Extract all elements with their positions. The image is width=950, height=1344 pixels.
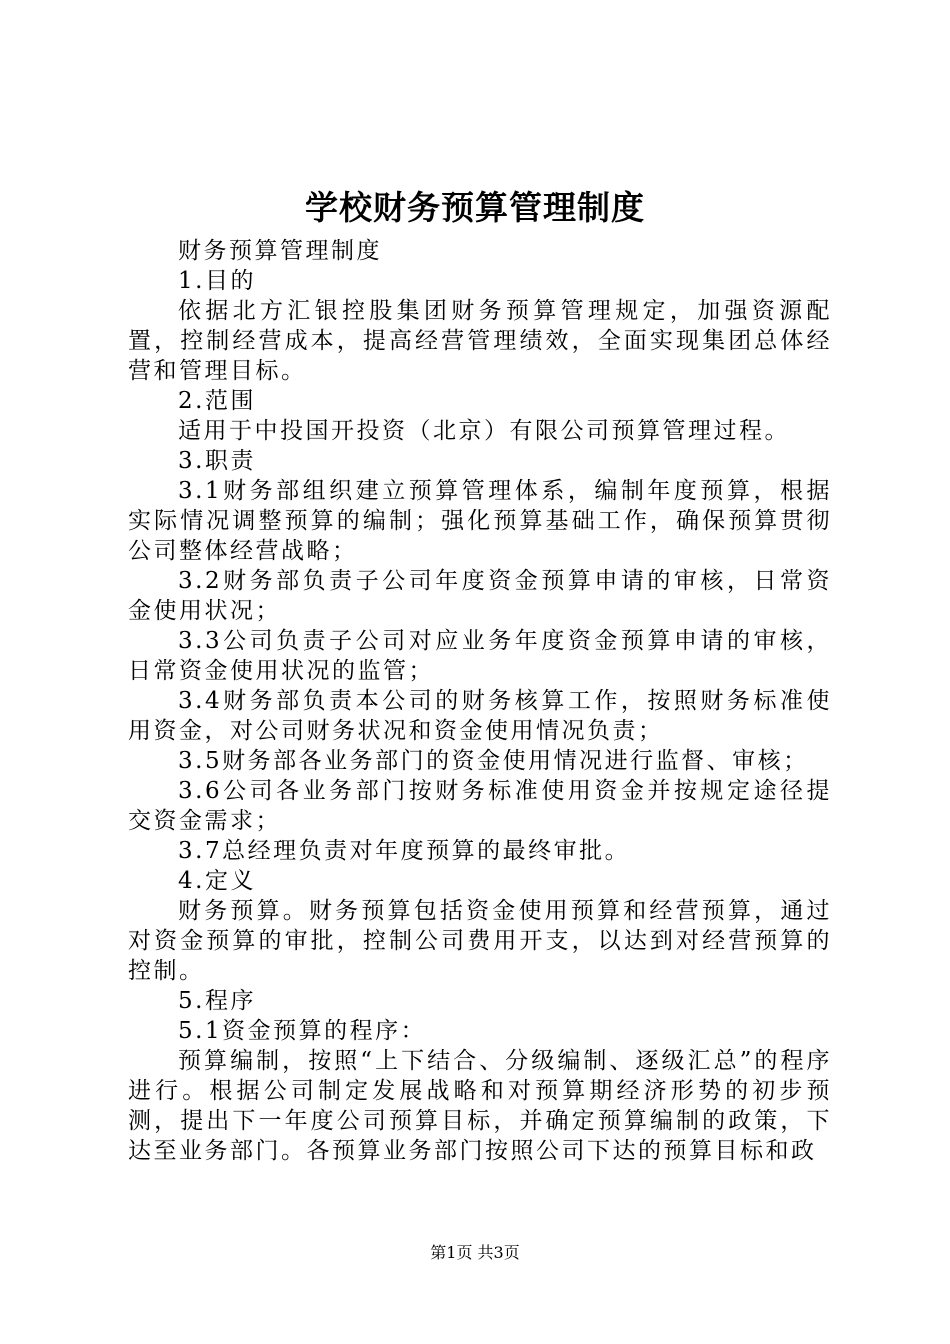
paragraph: 2.范围 xyxy=(178,388,256,414)
paragraph: 5.1资金预算的程序： xyxy=(178,1018,427,1044)
paragraph: 3.2财务部负责子公司年度资金预算申请的审核，日常资金使用状况； xyxy=(128,568,832,624)
document-body xyxy=(128,236,832,1166)
paragraph: 财务预算管理制度 xyxy=(178,238,382,264)
paragraph: 3.3公司负责子公司对应业务年度资金预算申请的审核，日常资金使用状况的监管； xyxy=(128,628,832,684)
paragraph: 预算编制，按照“上下结合、分级编制、逐级汇总”的程序进行。根据公司制定发展战略和对预算期经济形势的初步预测，提出下一年度公司预算目标，并确定预算编制的政策，下达至业务部门。各预算业务部门按照公司下达的预算目标和政 xyxy=(128,1048,832,1164)
paragraph: 3.7总经理负责对年度预算的最终审批。 xyxy=(178,838,631,864)
paragraph: 依据北方汇银控股集团财务预算管理规定，加强资源配置，控制经营成本，提高经营管理绩效，全面实现集团总体经营和管理目标。 xyxy=(128,298,832,384)
paragraph: 3.职责 xyxy=(178,448,256,474)
paragraph: 适用于中投国开投资（北京）有限公司预算管理过程。 xyxy=(178,418,790,444)
paragraph: 1.目的 xyxy=(178,268,256,294)
paragraph: 3.1财务部组织建立预算管理体系，编制年度预算，根据实际情况调整预算的编制；强化预算基础工作，确保预算贯彻公司整体经营战略； xyxy=(128,478,832,564)
paragraph: 4.定义 xyxy=(178,868,256,894)
paragraph: 3.5财务部各业务部门的资金使用情况进行监督、审核； xyxy=(178,748,809,774)
paragraph: 5.程序 xyxy=(178,988,256,1014)
page-footer: 第1页 共3页 xyxy=(430,1243,520,1262)
paragraph: 3.4财务部负责本公司的财务核算工作，按照财务标准使用资金，对公司财务状况和资金使用情况负责； xyxy=(128,688,832,744)
document-title: 学校财务预算管理制度 xyxy=(305,188,645,227)
paragraph: 3.6公司各业务部门按财务标准使用资金并按规定途径提交资金需求； xyxy=(128,778,832,834)
paragraph: 财务预算。财务预算包括资金使用预算和经营预算，通过对资金预算的审批，控制公司费用开支，以达到对经营预算的控制。 xyxy=(128,898,832,984)
